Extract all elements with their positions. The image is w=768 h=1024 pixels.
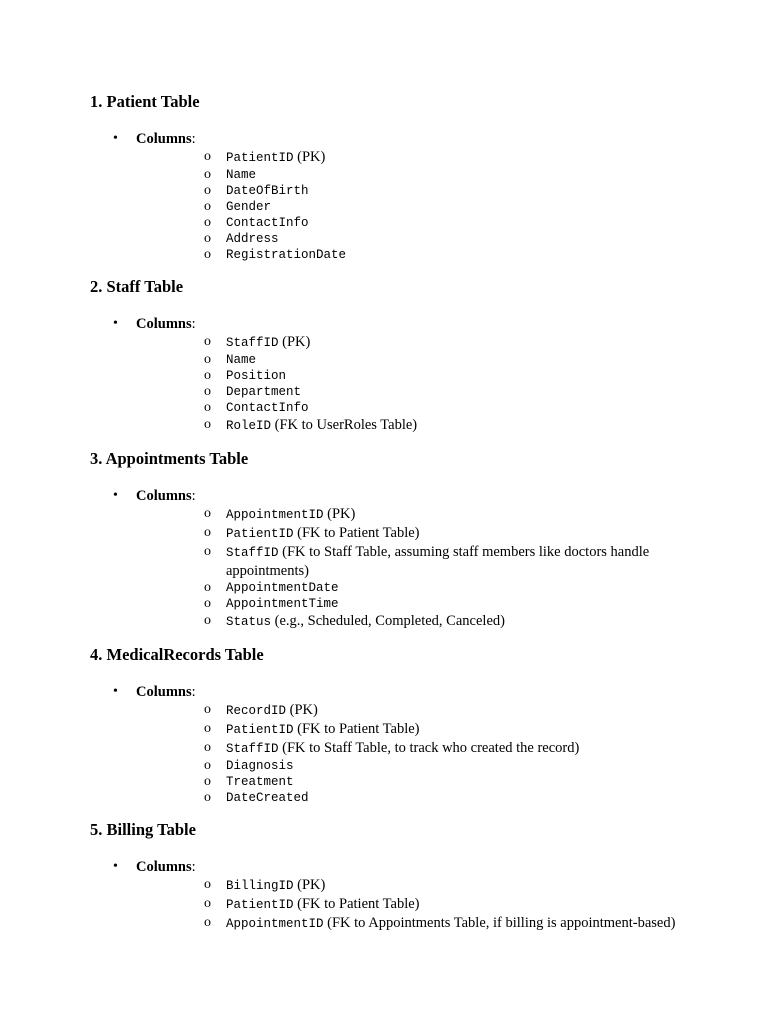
circle-bullet-icon: o xyxy=(204,740,211,755)
circle-bullet-icon: o xyxy=(204,352,211,367)
circle-bullet-icon: o xyxy=(204,613,211,628)
column-item xyxy=(136,352,730,368)
column-name: StaffID xyxy=(226,336,279,350)
column-name: BillingID xyxy=(226,879,294,893)
section-heading: 4. MedicalRecords Table xyxy=(90,645,264,664)
column-item xyxy=(136,720,730,739)
column-item xyxy=(136,758,730,774)
column-item xyxy=(136,384,730,400)
column-item xyxy=(136,505,730,524)
column-note: (FK to Patient Table) xyxy=(293,896,420,912)
column-item xyxy=(136,524,730,543)
column-name: Name xyxy=(226,353,257,367)
circle-bullet-icon: o xyxy=(204,580,211,595)
columns-label: Columns xyxy=(136,488,192,504)
circle-bullet-icon: o xyxy=(204,167,211,182)
columns-label-colon: : xyxy=(191,316,196,332)
column-list xyxy=(136,505,730,631)
circle-bullet-icon: o xyxy=(204,149,211,164)
circle-bullet-icon: o xyxy=(204,774,211,789)
column-note: (FK to Staff Table, assuming staff members like doctors handle appointments) xyxy=(226,544,650,579)
columns-bullet xyxy=(90,130,730,263)
circle-bullet-icon: o xyxy=(204,183,211,198)
circle-bullet-icon: o xyxy=(204,400,211,415)
circle-bullet-icon: o xyxy=(204,896,211,911)
column-name: PatientID xyxy=(226,723,294,737)
column-item xyxy=(136,580,730,596)
column-item xyxy=(136,215,730,231)
column-name: RecordID xyxy=(226,704,287,718)
columns-label-colon: : xyxy=(191,131,196,147)
section-spacer xyxy=(90,631,730,645)
column-item xyxy=(136,895,730,914)
column-item xyxy=(136,876,730,895)
columns-label-colon: : xyxy=(191,859,196,875)
column-name: Status xyxy=(226,615,272,629)
section-heading: 2. Staff Table xyxy=(90,277,184,296)
column-item xyxy=(136,790,730,806)
section-spacer xyxy=(90,933,730,947)
table-section xyxy=(90,820,730,947)
circle-bullet-icon: o xyxy=(204,525,211,540)
circle-bullet-icon: o xyxy=(204,790,211,805)
column-item xyxy=(136,199,730,215)
circle-bullet-icon: o xyxy=(204,544,211,559)
column-name: AppointmentTime xyxy=(226,597,339,611)
column-name: Address xyxy=(226,232,279,246)
circle-bullet-icon: o xyxy=(204,384,211,399)
bullet-dot-icon: • xyxy=(113,131,118,146)
column-item xyxy=(136,247,730,263)
column-item xyxy=(136,231,730,247)
column-name: Gender xyxy=(226,200,272,214)
column-note: (PK) xyxy=(278,334,311,350)
column-name: Department xyxy=(226,385,302,399)
column-note: (FK to Patient Table) xyxy=(293,721,420,737)
column-list xyxy=(136,876,730,933)
column-name: PatientID xyxy=(226,898,294,912)
column-item xyxy=(136,596,730,612)
circle-bullet-icon: o xyxy=(204,368,211,383)
column-item xyxy=(136,183,730,199)
document-body xyxy=(90,92,730,947)
column-name: RegistrationDate xyxy=(226,248,347,262)
columns-label: Columns xyxy=(136,859,192,875)
circle-bullet-icon: o xyxy=(204,334,211,349)
table-section xyxy=(90,645,730,820)
column-note: (PK) xyxy=(293,877,326,893)
columns-label-colon: : xyxy=(191,488,196,504)
circle-bullet-icon: o xyxy=(204,231,211,246)
column-note: (FK to UserRoles Table) xyxy=(271,417,418,433)
columns-label: Columns xyxy=(136,316,192,332)
column-name: DateOfBirth xyxy=(226,184,309,198)
circle-bullet-icon: o xyxy=(204,702,211,717)
column-name: StaffID xyxy=(226,546,279,560)
column-note: (FK to Patient Table) xyxy=(293,525,420,541)
circle-bullet-icon: o xyxy=(204,247,211,262)
columns-label: Columns xyxy=(136,131,192,147)
columns-bullet xyxy=(90,858,730,933)
circle-bullet-icon: o xyxy=(204,721,211,736)
circle-bullet-icon: o xyxy=(204,417,211,432)
section-spacer xyxy=(90,263,730,277)
column-item xyxy=(136,774,730,790)
circle-bullet-icon: o xyxy=(204,877,211,892)
column-note: (PK) xyxy=(286,702,318,718)
column-note: (FK to Staff Table, to track who created the record) xyxy=(278,740,580,756)
section-heading: 1. Patient Table xyxy=(90,92,200,111)
circle-bullet-icon: o xyxy=(204,506,211,521)
columns-bullet xyxy=(90,487,730,631)
column-item xyxy=(136,368,730,384)
column-item xyxy=(136,739,730,758)
columns-bullet xyxy=(90,315,730,435)
column-note: (PK) xyxy=(293,149,326,165)
column-item xyxy=(136,543,730,580)
circle-bullet-icon: o xyxy=(204,758,211,773)
circle-bullet-icon: o xyxy=(204,915,211,930)
bullet-dot-icon: • xyxy=(113,684,118,699)
table-section xyxy=(90,449,730,645)
column-name: AppointmentDate xyxy=(226,581,339,595)
section-heading: 5. Billing Table xyxy=(90,820,196,839)
column-note: (PK) xyxy=(323,506,356,522)
column-name: Diagnosis xyxy=(226,759,294,773)
circle-bullet-icon: o xyxy=(204,596,211,611)
column-note: (FK to Appointments Table, if billing is appointment-based) xyxy=(323,915,676,931)
column-list xyxy=(136,148,730,263)
column-name: ContactInfo xyxy=(226,401,309,415)
bullet-dot-icon: • xyxy=(113,316,118,331)
column-name: PatientID xyxy=(226,151,294,165)
column-item xyxy=(136,701,730,720)
column-name: AppointmentID xyxy=(226,508,324,522)
circle-bullet-icon: o xyxy=(204,215,211,230)
circle-bullet-icon: o xyxy=(204,199,211,214)
table-section xyxy=(90,92,730,277)
column-name: ContactInfo xyxy=(226,216,309,230)
column-item xyxy=(136,148,730,167)
column-item xyxy=(136,167,730,183)
bullet-dot-icon: • xyxy=(113,488,118,503)
column-item xyxy=(136,333,730,352)
column-name: DateCreated xyxy=(226,791,309,805)
columns-bullet xyxy=(90,683,730,806)
bullet-dot-icon: • xyxy=(113,859,118,874)
column-name: StaffID xyxy=(226,742,279,756)
column-name: Position xyxy=(226,369,287,383)
column-name: AppointmentID xyxy=(226,917,324,931)
column-name: Name xyxy=(226,168,257,182)
column-name: Treatment xyxy=(226,775,294,789)
column-item xyxy=(136,612,730,631)
column-item xyxy=(136,416,730,435)
column-list xyxy=(136,333,730,435)
column-note: (e.g., Scheduled, Completed, Canceled) xyxy=(271,613,505,629)
section-heading: 3. Appointments Table xyxy=(90,449,249,468)
columns-label-colon: : xyxy=(191,684,196,700)
section-spacer xyxy=(90,435,730,449)
section-spacer xyxy=(90,806,730,820)
table-section xyxy=(90,277,730,449)
column-name: PatientID xyxy=(226,527,294,541)
columns-label: Columns xyxy=(136,684,192,700)
column-item xyxy=(136,914,730,933)
column-list xyxy=(136,701,730,806)
column-name: RoleID xyxy=(226,419,272,433)
column-item xyxy=(136,400,730,416)
